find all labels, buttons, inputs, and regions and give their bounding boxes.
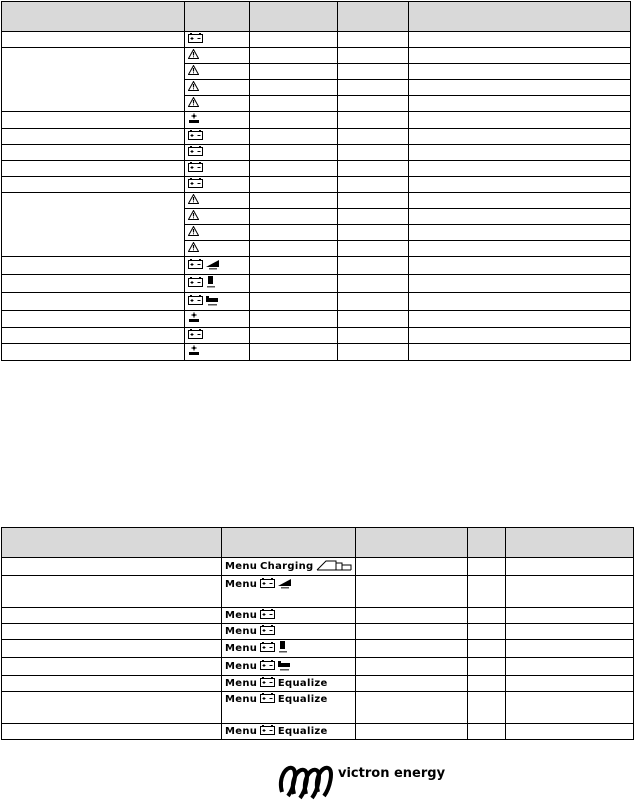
battery-icon — [188, 146, 203, 160]
equalize-label: Equalize — [277, 726, 328, 737]
value-cell — [250, 257, 338, 275]
unit-cell — [338, 129, 409, 145]
note-cell — [409, 48, 631, 64]
menu-path-cell — [222, 640, 356, 658]
warning-icon — [188, 242, 199, 256]
menu-label: Menu — [225, 626, 258, 637]
note-cell — [409, 344, 631, 361]
unit-cell — [338, 209, 409, 225]
unit-cell — [338, 80, 409, 96]
icon-cell — [185, 275, 250, 293]
note-cell — [506, 676, 634, 692]
note-cell — [409, 257, 631, 275]
value-cell — [250, 311, 338, 328]
value-cell — [250, 145, 338, 161]
value-cell — [356, 676, 468, 692]
note-cell — [409, 64, 631, 80]
value-cell — [250, 129, 338, 145]
note-cell — [409, 293, 631, 311]
icon-cell — [185, 129, 250, 145]
battery-icon — [188, 130, 203, 144]
menu-label: Menu — [225, 678, 258, 689]
table-row — [2, 624, 634, 640]
header-cell — [2, 2, 185, 32]
victron-energy-logo — [276, 760, 476, 803]
table-row — [2, 608, 634, 624]
value-cell — [250, 209, 338, 225]
value-cell — [250, 293, 338, 311]
unit-cell — [338, 64, 409, 80]
unit-cell — [468, 724, 506, 740]
warning-icon — [188, 194, 199, 208]
unit-cell — [338, 177, 409, 193]
table-row — [2, 692, 634, 724]
menu-label: Menu — [225, 643, 258, 654]
value-cell — [356, 558, 468, 576]
note-cell — [506, 558, 634, 576]
absorption-icon — [206, 276, 216, 292]
charging-label: Charging — [260, 561, 314, 572]
table-row — [2, 576, 634, 608]
icon-cell — [185, 112, 250, 129]
unit-cell — [468, 692, 506, 724]
header-cell — [356, 528, 468, 558]
battery-icon — [188, 329, 203, 343]
table-row — [2, 640, 634, 658]
name-cell — [2, 275, 185, 293]
header-cell — [468, 528, 506, 558]
table-header-row — [2, 2, 631, 32]
unit-cell — [468, 608, 506, 624]
unit-cell — [338, 328, 409, 344]
absorption-icon — [278, 641, 288, 657]
battery-icon — [188, 162, 203, 176]
menu-label: Menu — [225, 694, 258, 705]
battery-icon — [260, 578, 275, 592]
name-cell — [2, 145, 185, 161]
sun-icon — [188, 345, 200, 360]
float-icon — [278, 659, 290, 675]
battery-icon — [260, 660, 275, 674]
value-cell — [250, 275, 338, 293]
unit-cell — [468, 658, 506, 676]
unit-cell — [338, 344, 409, 361]
table-row — [2, 311, 631, 328]
warning-icon — [188, 49, 199, 63]
table-row — [2, 161, 631, 177]
icon-cell — [185, 177, 250, 193]
equalize-label: Equalize — [277, 694, 328, 705]
table-row — [2, 145, 631, 161]
value-cell — [250, 161, 338, 177]
header-cell — [338, 2, 409, 32]
name-cell — [2, 112, 185, 129]
name-cell — [2, 328, 185, 344]
note-cell — [409, 209, 631, 225]
note-cell — [409, 32, 631, 48]
table-row — [2, 193, 631, 209]
value-cell — [250, 48, 338, 64]
icon-cell — [185, 311, 250, 328]
header-cell — [185, 2, 250, 32]
equalize-label: Equalize — [277, 678, 328, 689]
name-cell — [2, 576, 222, 608]
table-row — [2, 328, 631, 344]
name-cell — [2, 293, 185, 311]
value-cell — [250, 64, 338, 80]
note-cell — [506, 724, 634, 740]
unit-cell — [338, 275, 409, 293]
table-row — [2, 32, 631, 48]
note-cell — [506, 692, 634, 724]
name-cell — [2, 344, 185, 361]
battery-icon — [188, 33, 203, 47]
table-row — [2, 177, 631, 193]
value-cell — [356, 658, 468, 676]
value-cell — [250, 225, 338, 241]
header-cell — [2, 528, 222, 558]
note-cell — [506, 576, 634, 608]
icon-cell — [185, 80, 250, 96]
victron-swirl-icon — [276, 760, 336, 803]
settings-table-2 — [1, 527, 634, 740]
icon-cell — [185, 32, 250, 48]
header-cell — [409, 2, 631, 32]
value-cell — [356, 640, 468, 658]
value-cell — [250, 32, 338, 48]
name-cell — [2, 676, 222, 692]
icon-cell — [185, 257, 250, 275]
value-cell — [356, 608, 468, 624]
unit-cell — [338, 96, 409, 112]
note-cell — [409, 275, 631, 293]
float-icon — [206, 294, 218, 310]
charging-curve-icon — [316, 559, 352, 575]
menu-label: Menu — [225, 579, 258, 590]
sun-icon — [188, 113, 200, 128]
menu-path-cell — [222, 724, 356, 740]
unit-cell — [338, 161, 409, 177]
unit-cell — [468, 624, 506, 640]
name-cell — [2, 658, 222, 676]
note-cell — [409, 145, 631, 161]
unit-cell — [338, 225, 409, 241]
unit-cell — [338, 311, 409, 328]
icon-cell — [185, 96, 250, 112]
table-row — [2, 293, 631, 311]
table-row — [2, 129, 631, 145]
note-cell — [506, 624, 634, 640]
note-cell — [409, 241, 631, 257]
table-row — [2, 275, 631, 293]
note-cell — [409, 311, 631, 328]
menu-path-cell — [222, 676, 356, 692]
menu-path-cell — [222, 692, 356, 724]
icon-cell — [185, 145, 250, 161]
value-cell — [250, 193, 338, 209]
value-cell — [250, 241, 338, 257]
icon-cell — [185, 225, 250, 241]
battery-icon — [188, 178, 203, 192]
warning-icon — [188, 97, 199, 111]
name-cell — [2, 177, 185, 193]
name-cell — [2, 193, 185, 257]
menu-path-cell — [222, 558, 356, 576]
name-cell — [2, 257, 185, 275]
unit-cell — [468, 676, 506, 692]
note-cell — [506, 640, 634, 658]
table-row — [2, 112, 631, 129]
unit-cell — [338, 293, 409, 311]
name-cell — [2, 558, 222, 576]
battery-icon — [188, 295, 203, 309]
unit-cell — [468, 558, 506, 576]
value-cell — [250, 96, 338, 112]
battery-icon — [188, 259, 203, 273]
value-cell — [356, 724, 468, 740]
battery-icon — [260, 677, 275, 691]
battery-icon — [188, 277, 203, 291]
icon-cell — [185, 293, 250, 311]
battery-icon — [260, 625, 275, 639]
value-cell — [356, 624, 468, 640]
warning-icon — [188, 81, 199, 95]
unit-cell — [338, 48, 409, 64]
name-cell — [2, 32, 185, 48]
note-cell — [409, 129, 631, 145]
menu-path-cell — [222, 576, 356, 608]
icon-cell — [185, 193, 250, 209]
header-cell — [250, 2, 338, 32]
note-cell — [409, 193, 631, 209]
value-cell — [250, 328, 338, 344]
header-cell — [506, 528, 634, 558]
logo-text: victron energy — [338, 766, 446, 781]
unit-cell — [338, 32, 409, 48]
note-cell — [506, 658, 634, 676]
value-cell — [356, 576, 468, 608]
value-cell — [250, 80, 338, 96]
table-row — [2, 48, 631, 64]
table-row — [2, 724, 634, 740]
battery-icon — [260, 642, 275, 656]
value-cell — [250, 344, 338, 361]
icon-cell — [185, 241, 250, 257]
note-cell — [409, 112, 631, 129]
note-cell — [409, 96, 631, 112]
warning-icon — [188, 65, 199, 79]
note-cell — [409, 225, 631, 241]
warning-icon — [188, 210, 199, 224]
menu-path-cell — [222, 658, 356, 676]
unit-cell — [468, 640, 506, 658]
icon-cell — [185, 344, 250, 361]
warning-icon — [188, 226, 199, 240]
table-header-row — [2, 528, 634, 558]
name-cell — [2, 724, 222, 740]
unit-cell — [338, 112, 409, 129]
bulk-icon — [278, 577, 292, 593]
icon-cell — [185, 209, 250, 225]
menu-label: Menu — [225, 726, 258, 737]
sun-icon — [188, 312, 200, 327]
menu-path-cell — [222, 624, 356, 640]
unit-cell — [468, 576, 506, 608]
name-cell — [2, 129, 185, 145]
menu-label: Menu — [225, 561, 258, 572]
value-cell — [250, 177, 338, 193]
name-cell — [2, 311, 185, 328]
name-cell — [2, 640, 222, 658]
name-cell — [2, 692, 222, 724]
name-cell — [2, 624, 222, 640]
table-row — [2, 257, 631, 275]
menu-label: Menu — [225, 661, 258, 672]
icon-cell — [185, 161, 250, 177]
table-row — [2, 344, 631, 361]
name-cell — [2, 608, 222, 624]
name-cell — [2, 161, 185, 177]
note-cell — [409, 177, 631, 193]
header-cell — [222, 528, 356, 558]
unit-cell — [338, 257, 409, 275]
menu-label: Menu — [225, 610, 258, 621]
bulk-icon — [206, 258, 220, 274]
battery-icon — [260, 609, 275, 623]
note-cell — [506, 608, 634, 624]
icon-cell — [185, 48, 250, 64]
battery-icon — [260, 725, 275, 739]
unit-cell — [338, 145, 409, 161]
note-cell — [409, 80, 631, 96]
icon-cell — [185, 328, 250, 344]
note-cell — [409, 328, 631, 344]
table-row — [2, 658, 634, 676]
unit-cell — [338, 241, 409, 257]
menu-path-cell — [222, 608, 356, 624]
table-row — [2, 676, 634, 692]
value-cell — [356, 692, 468, 724]
name-cell — [2, 48, 185, 112]
value-cell — [250, 112, 338, 129]
icon-cell — [185, 64, 250, 80]
unit-cell — [338, 193, 409, 209]
settings-table-1 — [1, 1, 631, 361]
battery-icon — [260, 693, 275, 707]
table-row — [2, 558, 634, 576]
note-cell — [409, 161, 631, 177]
